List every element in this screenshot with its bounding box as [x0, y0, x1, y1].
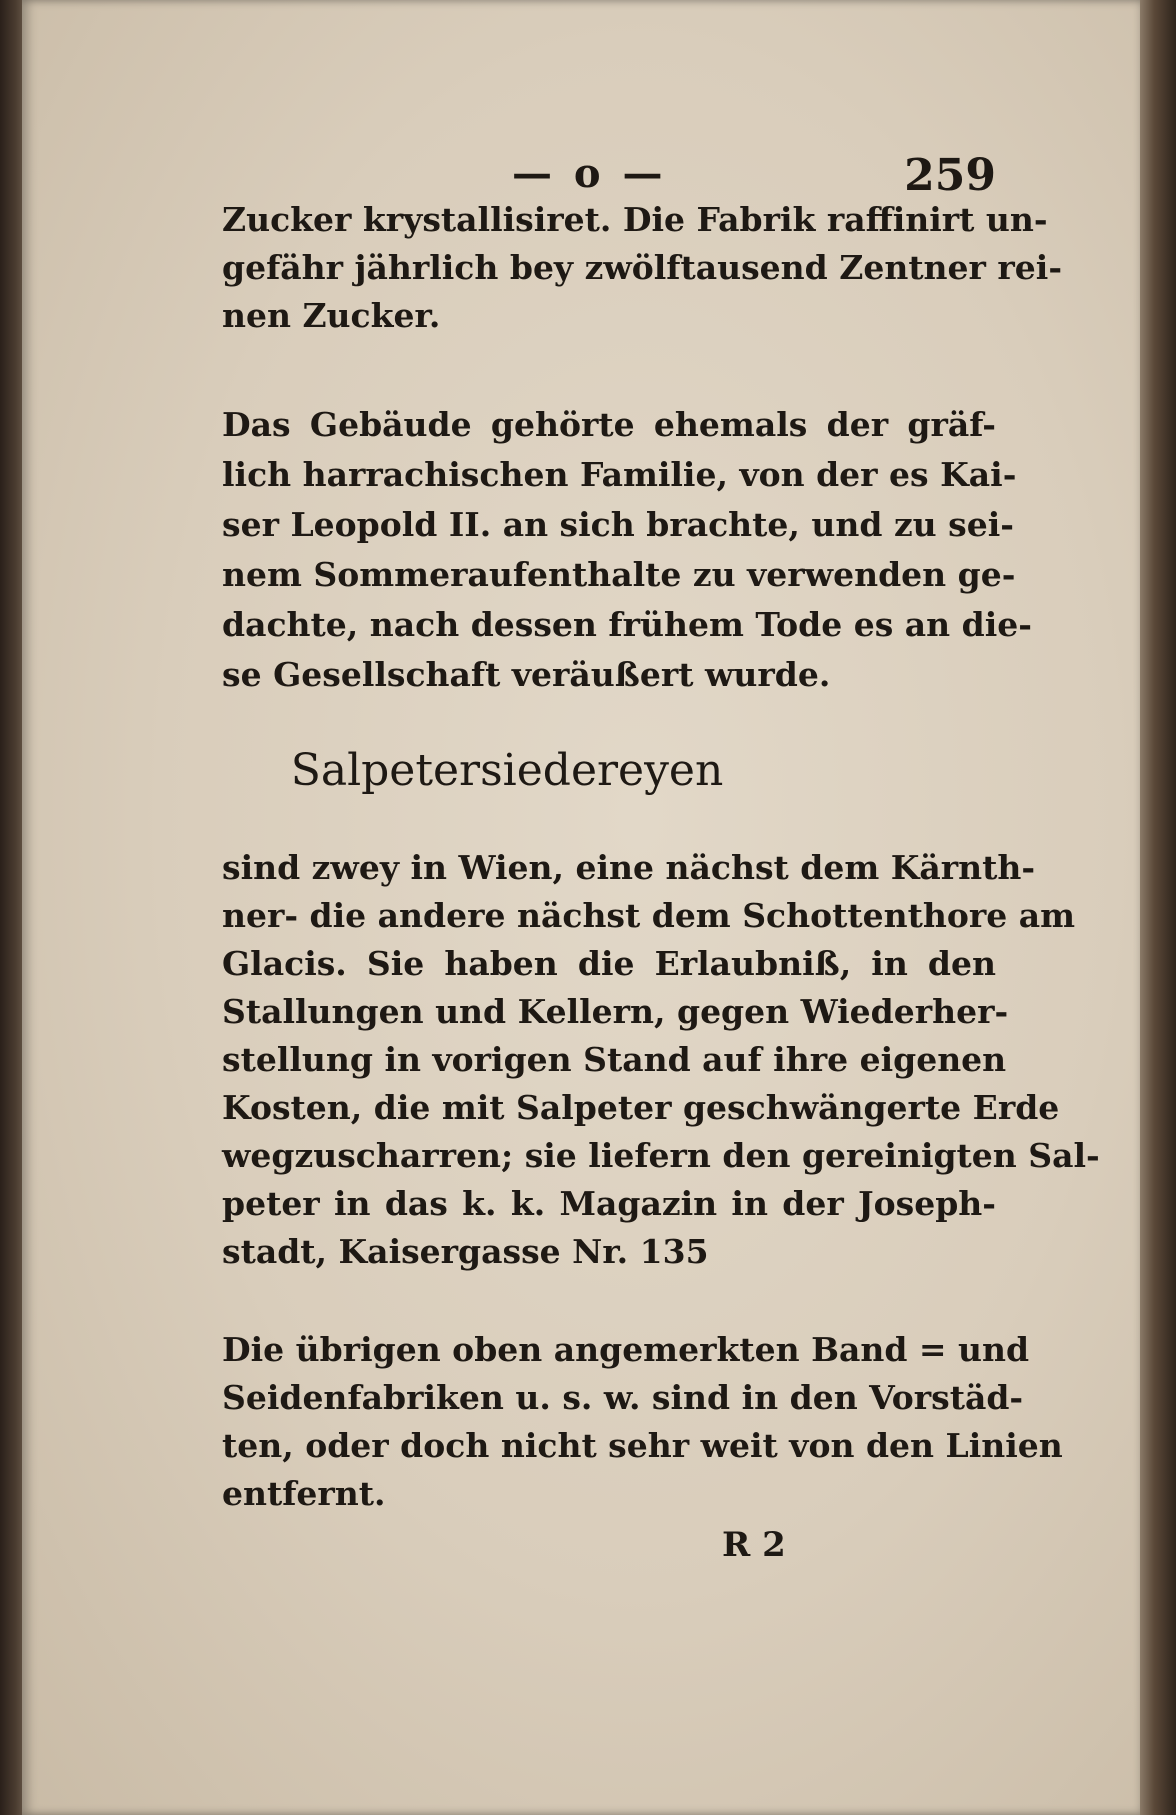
text-line: ten, oder doch nicht sehr weit von den Linien: [222, 1426, 1063, 1465]
text-line: stellung in vorigen Stand auf ihre eigenen: [222, 1040, 1007, 1079]
text-line: wegzuscharren; sie liefern den gereinigten Sal-: [222, 1136, 1100, 1175]
text-line: peter in das k. k. Magazin in der Joseph-: [222, 1184, 996, 1223]
text-line: ner- die andere nächst dem Schottenthore am: [222, 896, 1076, 935]
text-line: sind zwey in Wien, eine nächst dem Kärnth-: [222, 848, 1036, 887]
page-number: 259: [904, 150, 996, 201]
printer-signature-mark: R 2: [722, 1525, 786, 1565]
text-line: ser Leopold II. an sich brachte, und zu sei-: [222, 505, 1014, 544]
text-line: gefähr jährlich bey zwölftausend Zentner rei-: [222, 248, 1063, 287]
book-binding-right: [1140, 0, 1176, 1815]
text-line: se Gesellschaft veräußert wurde.: [222, 655, 831, 694]
text-line: stadt, Kaisergasse Nr. 135: [222, 1232, 709, 1271]
text-line: Das Gebäude gehörte ehemals der gräf-: [222, 405, 996, 444]
text-line: Stallungen und Kellern, gegen Wiederher-: [222, 992, 1009, 1031]
text-line: lich harrachischen Familie, von der es Kai-: [222, 455, 1017, 494]
text-line: Seidenfabriken u. s. w. sind in den Vorstäd-: [222, 1378, 1024, 1417]
text-line: Zucker krystallisiret. Die Fabrik raffinirt un-: [222, 200, 1048, 239]
text-line: entfernt.: [222, 1474, 386, 1513]
text-line: dachte, nach dessen frühem Tode es an die-: [222, 605, 1032, 644]
book-page: [22, 0, 1144, 1815]
text-line: nem Sommeraufenthalte zu verwenden ge-: [222, 555, 1016, 594]
text-line: Kosten, die mit Salpeter geschwängerte Erde: [222, 1088, 1060, 1127]
text-line: Die übrigen oben angemerkten Band = und: [222, 1330, 1030, 1369]
section-heading: Salpetersiedereyen: [290, 745, 724, 796]
text-line: nen Zucker.: [222, 296, 441, 335]
header-ornament: — o —: [512, 150, 667, 197]
text-line: Glacis. Sie haben die Erlaubniß, in den: [222, 944, 996, 983]
